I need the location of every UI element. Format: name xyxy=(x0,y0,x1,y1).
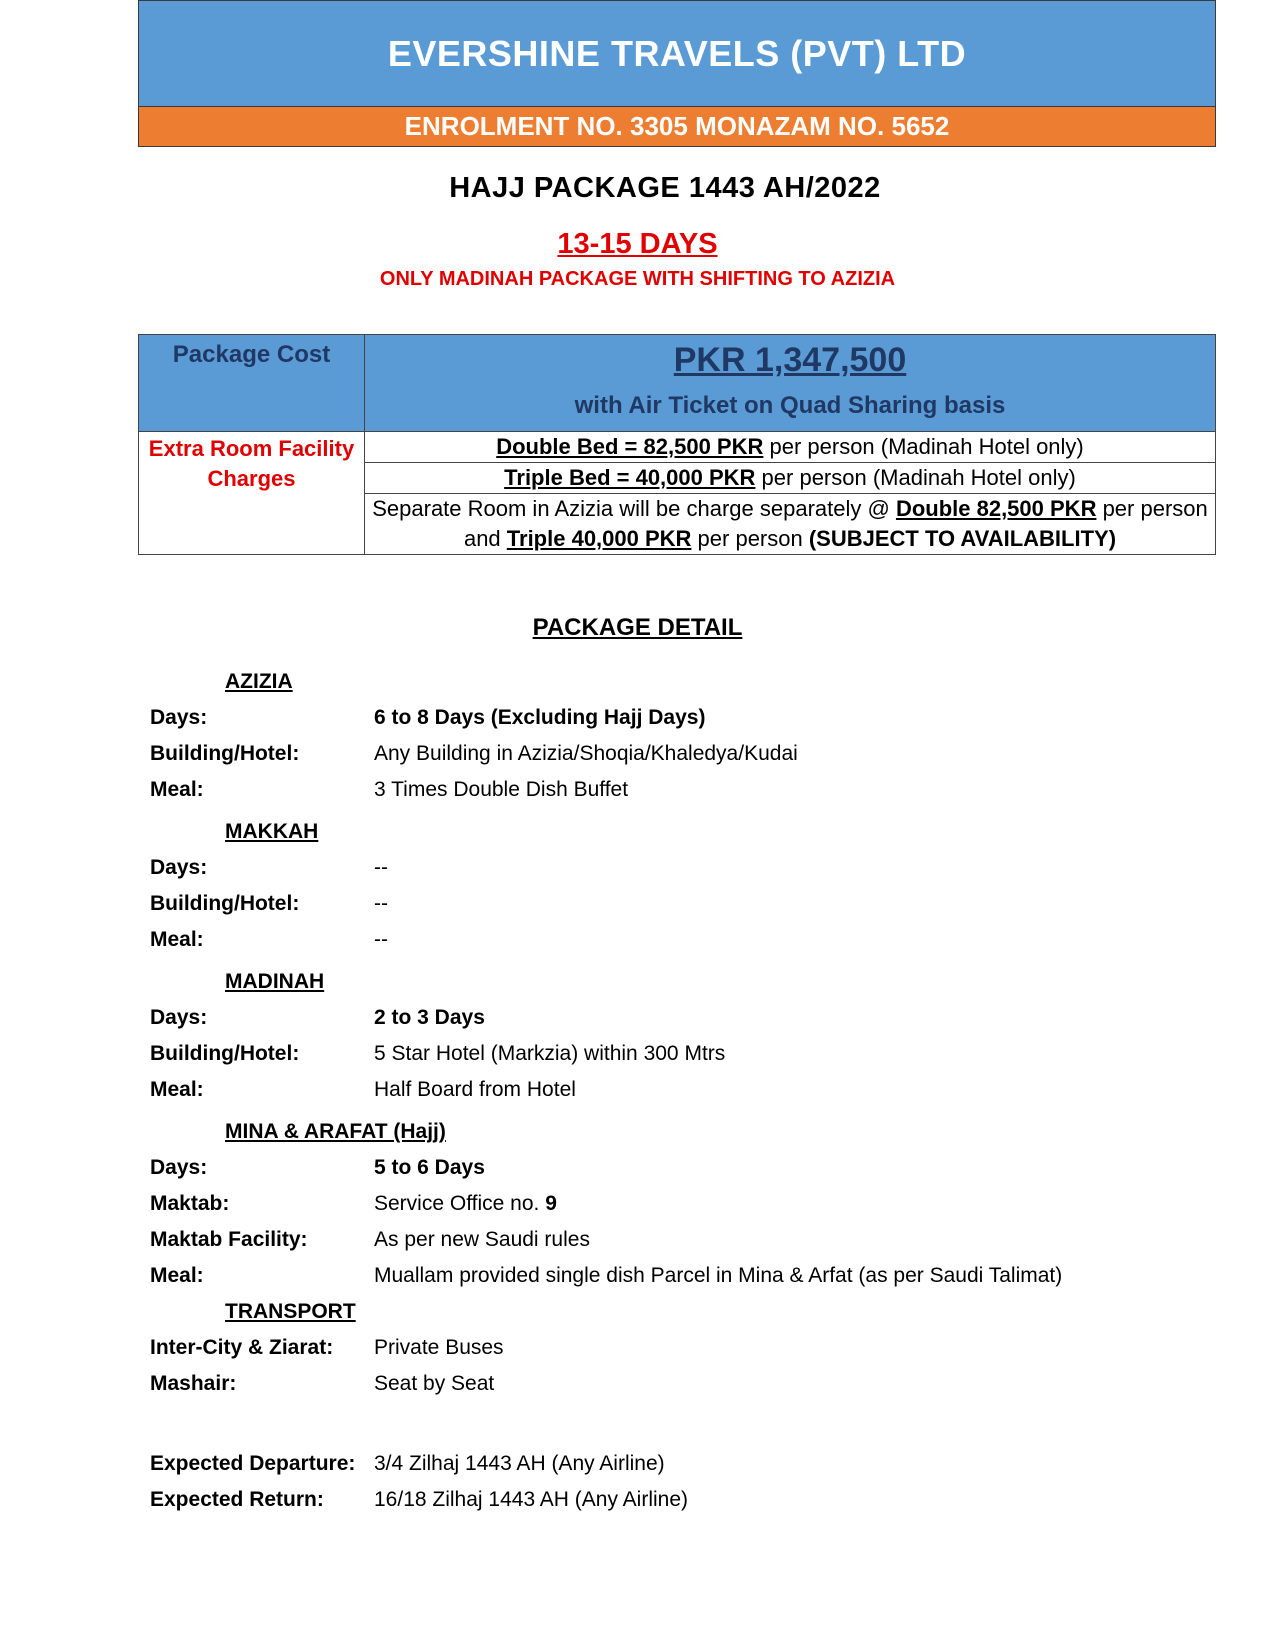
transport-intercity-row xyxy=(150,1330,1210,1366)
row-value: Muallam provided single dish Parcel in Mina & Arfat (as per Saudi Talimat) xyxy=(374,1264,1063,1287)
row-value: -- xyxy=(374,856,388,879)
azizia-days-row xyxy=(150,700,1210,736)
azizia-building-row xyxy=(150,736,1210,772)
azizia-text-3: per person xyxy=(691,526,809,551)
row-value: 5 Star Hotel (Markzia) within 300 Mtrs xyxy=(374,1042,726,1065)
row-value: 3 Times Double Dish Buffet xyxy=(374,778,629,801)
row-value: Private Buses xyxy=(374,1336,504,1359)
mina-days-row xyxy=(150,1150,1210,1186)
row-value: 16/18 Zilhaj 1443 AH (Any Airline) xyxy=(374,1488,689,1511)
enrolment-number: ENROLMENT NO. 3305 MONAZAM NO. 5652 xyxy=(404,111,950,141)
transport-mashair-row xyxy=(150,1366,1210,1402)
row-value: As per new Saudi rules xyxy=(374,1228,590,1251)
package-detail xyxy=(150,664,1210,1518)
madinah-days-row xyxy=(150,1000,1210,1036)
row-value: Any Building in Azizia/Shoqia/Khaledya/Kudai xyxy=(374,742,798,765)
double-bed-row xyxy=(365,432,1216,463)
row-value: 2 to 3 Days xyxy=(374,1006,485,1029)
transport-heading: TRANSPORT xyxy=(225,1300,356,1323)
mina-facility-row xyxy=(150,1222,1210,1258)
row-label: Meal: xyxy=(150,778,204,801)
row-value xyxy=(374,1186,1210,1222)
package-cost-label: Package Cost xyxy=(139,335,365,432)
row-value: 5 to 6 Days xyxy=(374,1156,485,1179)
row-value: 6 to 8 Days (Excluding Hajj Days) xyxy=(374,706,706,729)
double-bed-price: Double Bed = 82,500 PKR xyxy=(496,434,764,459)
row-value: -- xyxy=(374,928,388,951)
madinah-meal-row xyxy=(150,1072,1210,1108)
row-label: Days: xyxy=(150,1156,208,1179)
row-label: Days: xyxy=(150,856,208,879)
triple-bed-row xyxy=(365,463,1216,494)
row-label: Expected Return: xyxy=(150,1488,324,1511)
row-label: Inter-City & Ziarat: xyxy=(150,1336,334,1359)
package-price: PKR 1,347,500 xyxy=(673,341,907,379)
row-label: Meal: xyxy=(150,1264,204,1287)
package-title: HAJJ PACKAGE 1443 AH/2022 xyxy=(449,172,881,204)
azizia-meal-row xyxy=(150,772,1210,808)
company-name-banner xyxy=(138,0,1216,107)
package-days: 13-15 DAYS xyxy=(557,228,718,260)
mina-maktab-row xyxy=(150,1186,1210,1222)
makkah-heading: MAKKAH xyxy=(225,820,319,843)
row-label: Expected Departure: xyxy=(150,1452,356,1475)
row-value: -- xyxy=(374,892,388,915)
availability-note: (SUBJECT TO AVAILABILITY) xyxy=(808,526,1117,551)
package-price-note: with Air Ticket on Quad Sharing basis xyxy=(574,392,1006,419)
azizia-double-price: Double 82,500 PKR xyxy=(895,496,1097,521)
maktab-text: Service Office no. xyxy=(374,1192,546,1215)
cost-table xyxy=(138,334,1216,555)
makkah-days-row xyxy=(150,850,1210,886)
extra-room-label: Extra Room Facility Charges xyxy=(139,432,365,555)
package-price-cell xyxy=(365,335,1216,432)
mina-arafat-heading: MINA & ARAFAT (Hajj) xyxy=(225,1120,446,1143)
departure-row xyxy=(150,1446,1210,1482)
madinah-heading: MADINAH xyxy=(225,970,325,993)
enrolment-banner xyxy=(138,107,1216,147)
azizia-heading: AZIZIA xyxy=(225,670,293,693)
azizia-triple-price: Triple 40,000 PKR xyxy=(506,526,692,551)
row-value: Seat by Seat xyxy=(374,1372,495,1395)
row-label: Days: xyxy=(150,706,208,729)
row-label: Maktab: xyxy=(150,1192,230,1215)
row-label: Building/Hotel: xyxy=(150,1042,300,1065)
row-label: Mashair: xyxy=(150,1372,237,1395)
madinah-building-row xyxy=(150,1036,1210,1072)
row-label: Meal: xyxy=(150,1078,204,1101)
row-label: Days: xyxy=(150,1006,208,1029)
azizia-text-1: Separate Room in Azizia will be charge separately @ xyxy=(372,496,896,521)
package-detail-title: PACKAGE DETAIL xyxy=(532,614,743,641)
triple-bed-note: per person (Madinah Hotel only) xyxy=(755,465,1076,490)
row-value: Half Board from Hotel xyxy=(374,1078,576,1101)
row-label: Building/Hotel: xyxy=(150,742,300,765)
azizia-text-2: per person and xyxy=(463,496,1208,551)
maktab-number: 9 xyxy=(545,1192,557,1215)
triple-bed-price: Triple Bed = 40,000 PKR xyxy=(504,465,756,490)
mina-meal-row xyxy=(150,1258,1210,1294)
package-subtitle: ONLY MADINAH PACKAGE WITH SHIFTING TO AZIZIA xyxy=(379,268,896,290)
makkah-building-row xyxy=(150,886,1210,922)
row-label: Meal: xyxy=(150,928,204,951)
row-value: 3/4 Zilhaj 1443 AH (Any Airline) xyxy=(374,1452,665,1475)
return-row xyxy=(150,1482,1210,1518)
azizia-room-row xyxy=(365,494,1216,555)
row-label: Building/Hotel: xyxy=(150,892,300,915)
double-bed-note: per person (Madinah Hotel only) xyxy=(763,434,1084,459)
row-label: Maktab Facility: xyxy=(150,1228,308,1251)
makkah-meal-row xyxy=(150,922,1210,958)
company-name: EVERSHINE TRAVELS (PVT) LTD xyxy=(387,32,967,74)
